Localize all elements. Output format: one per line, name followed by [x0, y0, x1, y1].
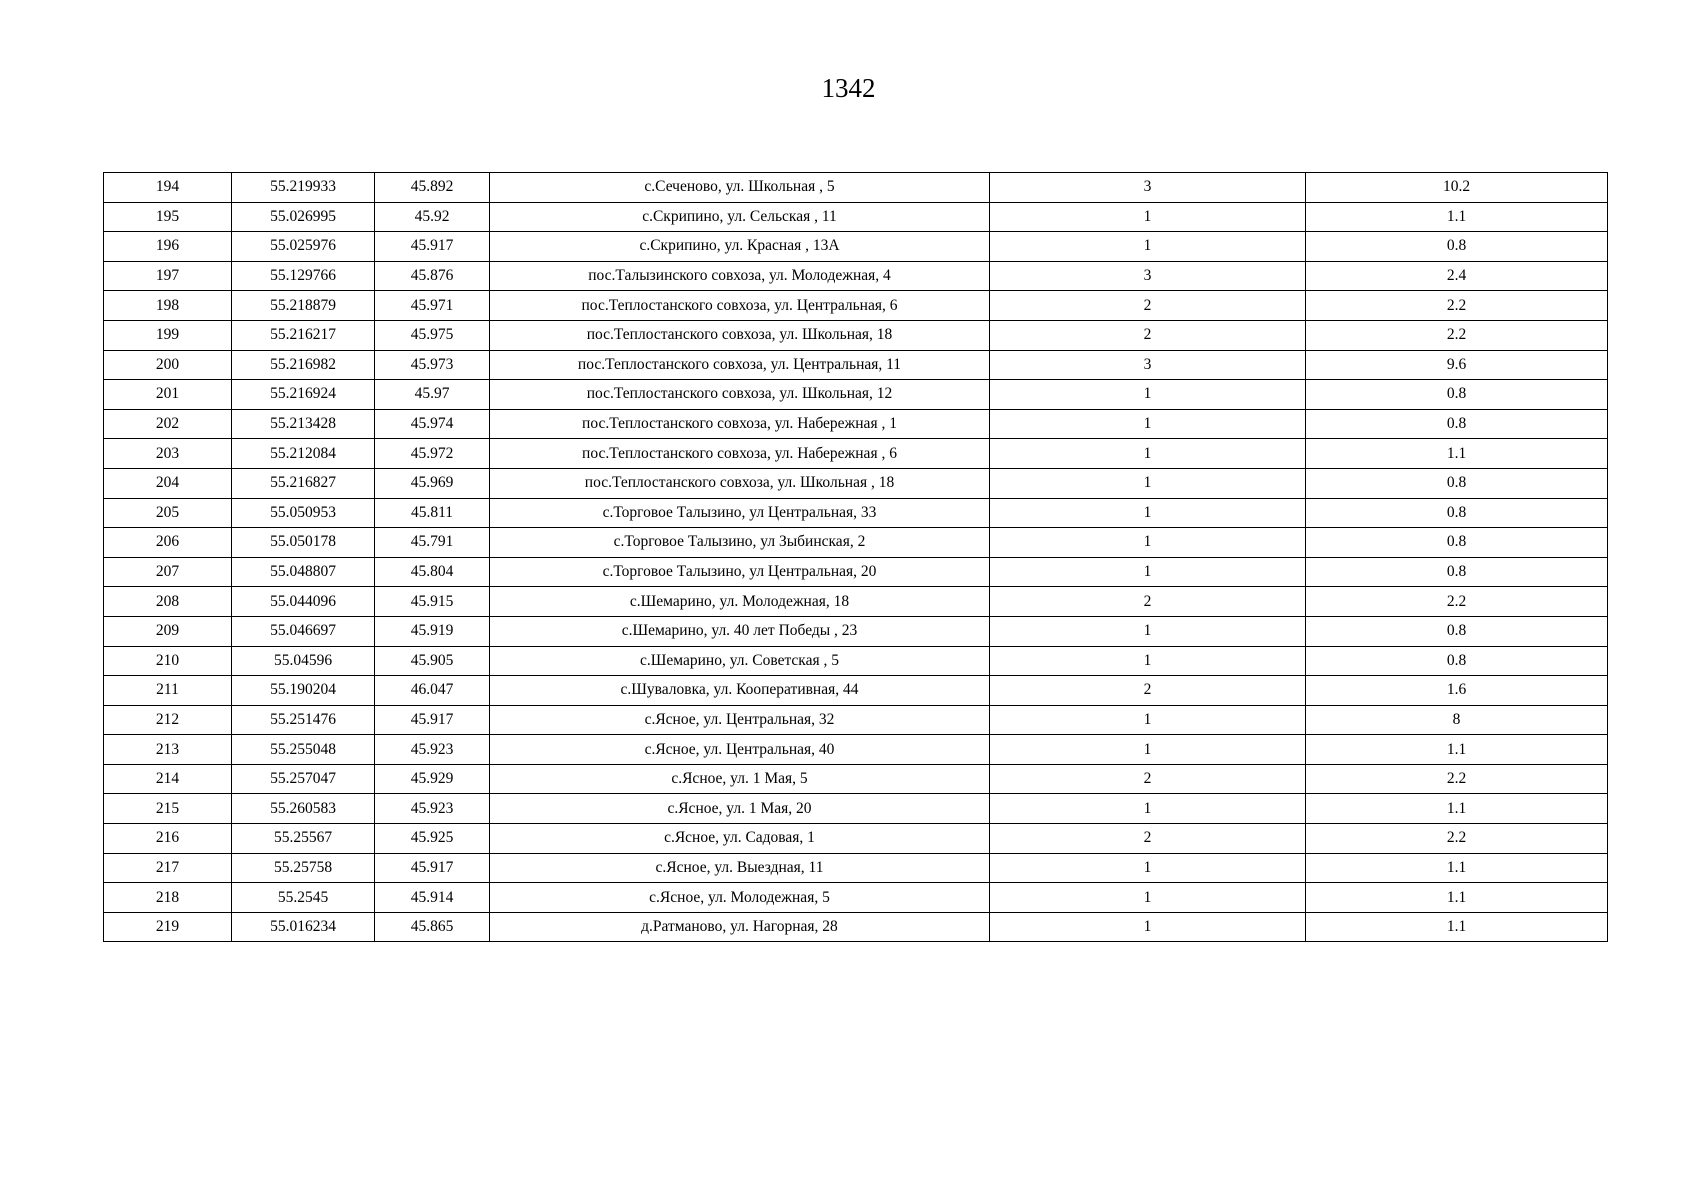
count-cell: 1 [990, 705, 1306, 735]
row-number-cell: 214 [104, 764, 232, 794]
longitude-cell: 45.914 [375, 883, 490, 913]
address-cell: с.Шемарино, ул. Советская , 5 [490, 646, 990, 676]
longitude-cell: 45.791 [375, 528, 490, 558]
count-cell: 2 [990, 764, 1306, 794]
row-number-cell: 217 [104, 853, 232, 883]
latitude-cell: 55.255048 [232, 735, 375, 765]
count-cell: 3 [990, 350, 1306, 380]
row-number-cell: 199 [104, 320, 232, 350]
table-row [104, 202, 1608, 232]
row-number-cell: 204 [104, 468, 232, 498]
address-cell: пос.Теплостанского совхоза, ул. Школьная , 18 [490, 468, 990, 498]
table-row [104, 409, 1608, 439]
longitude-cell: 45.892 [375, 173, 490, 203]
value-cell: 1.1 [1306, 853, 1608, 883]
count-cell: 2 [990, 291, 1306, 321]
address-cell: с.Ясное, ул. Центральная, 32 [490, 705, 990, 735]
longitude-cell: 45.92 [375, 202, 490, 232]
latitude-cell: 55.213428 [232, 409, 375, 439]
row-number-cell: 215 [104, 794, 232, 824]
address-cell: с.Скрипино, ул. Сельская , 11 [490, 202, 990, 232]
address-cell: пос.Теплостанского совхоза, ул. Набережная , 6 [490, 439, 990, 469]
latitude-cell: 55.044096 [232, 587, 375, 617]
value-cell: 0.8 [1306, 468, 1608, 498]
row-number-cell: 194 [104, 173, 232, 203]
count-cell: 1 [990, 498, 1306, 528]
table-row [104, 498, 1608, 528]
address-cell: пос.Теплостанского совхоза, ул. Набережная , 1 [490, 409, 990, 439]
address-cell: с.Ясное, ул. Молодежная, 5 [490, 883, 990, 913]
value-cell: 0.8 [1306, 380, 1608, 410]
page-number: 1342 [821, 73, 876, 103]
latitude-cell: 55.129766 [232, 261, 375, 291]
table-row [104, 676, 1608, 706]
longitude-cell: 45.811 [375, 498, 490, 528]
longitude-cell: 45.917 [375, 232, 490, 262]
row-number-cell: 202 [104, 409, 232, 439]
count-cell: 1 [990, 912, 1306, 942]
table-row [104, 646, 1608, 676]
count-cell: 1 [990, 439, 1306, 469]
latitude-cell: 55.04596 [232, 646, 375, 676]
value-cell: 0.8 [1306, 409, 1608, 439]
table-row [104, 557, 1608, 587]
table-row [104, 794, 1608, 824]
latitude-cell: 55.216217 [232, 320, 375, 350]
address-cell: с.Сеченово, ул. Школьная , 5 [490, 173, 990, 203]
longitude-cell: 45.973 [375, 350, 490, 380]
row-number-cell: 198 [104, 291, 232, 321]
table-row [104, 735, 1608, 765]
address-cell: с.Ясное, ул. Центральная, 40 [490, 735, 990, 765]
table-row [104, 824, 1608, 854]
latitude-cell: 55.048807 [232, 557, 375, 587]
latitude-cell: 55.25758 [232, 853, 375, 883]
table-row [104, 291, 1608, 321]
latitude-cell: 55.025976 [232, 232, 375, 262]
count-cell: 1 [990, 232, 1306, 262]
latitude-cell: 55.219933 [232, 173, 375, 203]
table-row [104, 853, 1608, 883]
latitude-cell: 55.25567 [232, 824, 375, 854]
value-cell: 2.2 [1306, 824, 1608, 854]
count-cell: 1 [990, 794, 1306, 824]
count-cell: 1 [990, 528, 1306, 558]
count-cell: 1 [990, 616, 1306, 646]
count-cell: 3 [990, 173, 1306, 203]
latitude-cell: 55.016234 [232, 912, 375, 942]
value-cell: 0.8 [1306, 557, 1608, 587]
value-cell: 2.2 [1306, 587, 1608, 617]
latitude-cell: 55.2545 [232, 883, 375, 913]
value-cell: 0.8 [1306, 232, 1608, 262]
address-cell: с.Торговое Талызино, ул Центральная, 20 [490, 557, 990, 587]
longitude-cell: 45.929 [375, 764, 490, 794]
longitude-cell: 45.917 [375, 705, 490, 735]
longitude-cell: 45.923 [375, 735, 490, 765]
address-cell: пос.Теплостанского совхоза, ул. Школьная, 18 [490, 320, 990, 350]
table-row [104, 764, 1608, 794]
latitude-cell: 55.216924 [232, 380, 375, 410]
value-cell: 2.2 [1306, 764, 1608, 794]
address-cell: д.Ратманово, ул. Нагорная, 28 [490, 912, 990, 942]
address-cell: с.Ясное, ул. Садовая, 1 [490, 824, 990, 854]
row-number-cell: 197 [104, 261, 232, 291]
longitude-cell: 46.047 [375, 676, 490, 706]
value-cell: 9.6 [1306, 350, 1608, 380]
value-cell: 2.2 [1306, 291, 1608, 321]
count-cell: 2 [990, 676, 1306, 706]
value-cell: 2.4 [1306, 261, 1608, 291]
count-cell: 3 [990, 261, 1306, 291]
row-number-cell: 211 [104, 676, 232, 706]
latitude-cell: 55.026995 [232, 202, 375, 232]
longitude-cell: 45.923 [375, 794, 490, 824]
row-number-cell: 212 [104, 705, 232, 735]
address-cell: пос.Теплостанского совхоза, ул. Школьная, 12 [490, 380, 990, 410]
value-cell: 1.1 [1306, 439, 1608, 469]
row-number-cell: 213 [104, 735, 232, 765]
table-row [104, 439, 1608, 469]
count-cell: 1 [990, 202, 1306, 232]
latitude-cell: 55.260583 [232, 794, 375, 824]
data-table [103, 172, 1608, 942]
row-number-cell: 195 [104, 202, 232, 232]
row-number-cell: 206 [104, 528, 232, 558]
table-row [104, 912, 1608, 942]
value-cell: 1.1 [1306, 794, 1608, 824]
count-cell: 1 [990, 409, 1306, 439]
table-row [104, 261, 1608, 291]
value-cell: 0.8 [1306, 646, 1608, 676]
latitude-cell: 55.190204 [232, 676, 375, 706]
table-row [104, 528, 1608, 558]
row-number-cell: 210 [104, 646, 232, 676]
row-number-cell: 219 [104, 912, 232, 942]
address-cell: с.Торговое Талызино, ул Центральная, 33 [490, 498, 990, 528]
address-cell: пос.Талызинского совхоза, ул. Молодежная, 4 [490, 261, 990, 291]
count-cell: 1 [990, 735, 1306, 765]
longitude-cell: 45.865 [375, 912, 490, 942]
value-cell: 1.1 [1306, 202, 1608, 232]
table-row [104, 320, 1608, 350]
value-cell: 8 [1306, 705, 1608, 735]
count-cell: 1 [990, 883, 1306, 913]
value-cell: 1.1 [1306, 912, 1608, 942]
table-row [104, 587, 1608, 617]
address-cell: с.Шемарино, ул. Молодежная, 18 [490, 587, 990, 617]
longitude-cell: 45.804 [375, 557, 490, 587]
row-number-cell: 200 [104, 350, 232, 380]
longitude-cell: 45.925 [375, 824, 490, 854]
table-row [104, 616, 1608, 646]
address-cell: пос.Теплостанского совхоза, ул. Центральная, 6 [490, 291, 990, 321]
longitude-cell: 45.915 [375, 587, 490, 617]
table-row [104, 173, 1608, 203]
value-cell: 0.8 [1306, 616, 1608, 646]
address-cell: с.Шемарино, ул. 40 лет Победы , 23 [490, 616, 990, 646]
longitude-cell: 45.969 [375, 468, 490, 498]
value-cell: 1.6 [1306, 676, 1608, 706]
address-cell: пос.Теплостанского совхоза, ул. Центральная, 11 [490, 350, 990, 380]
longitude-cell: 45.974 [375, 409, 490, 439]
row-number-cell: 218 [104, 883, 232, 913]
count-cell: 2 [990, 587, 1306, 617]
latitude-cell: 55.050178 [232, 528, 375, 558]
count-cell: 1 [990, 380, 1306, 410]
table-body [104, 173, 1608, 942]
row-number-cell: 203 [104, 439, 232, 469]
longitude-cell: 45.876 [375, 261, 490, 291]
address-cell: с.Ясное, ул. 1 Мая, 5 [490, 764, 990, 794]
table-row [104, 468, 1608, 498]
row-number-cell: 205 [104, 498, 232, 528]
longitude-cell: 45.971 [375, 291, 490, 321]
latitude-cell: 55.218879 [232, 291, 375, 321]
address-cell: с.Скрипино, ул. Красная , 13А [490, 232, 990, 262]
value-cell: 1.1 [1306, 735, 1608, 765]
value-cell: 0.8 [1306, 498, 1608, 528]
longitude-cell: 45.972 [375, 439, 490, 469]
value-cell: 0.8 [1306, 528, 1608, 558]
table-row [104, 883, 1608, 913]
table-row [104, 705, 1608, 735]
latitude-cell: 55.216827 [232, 468, 375, 498]
row-number-cell: 201 [104, 380, 232, 410]
table-row [104, 232, 1608, 262]
address-cell: с.Ясное, ул. 1 Мая, 20 [490, 794, 990, 824]
longitude-cell: 45.919 [375, 616, 490, 646]
value-cell: 1.1 [1306, 883, 1608, 913]
longitude-cell: 45.917 [375, 853, 490, 883]
longitude-cell: 45.975 [375, 320, 490, 350]
count-cell: 2 [990, 824, 1306, 854]
row-number-cell: 207 [104, 557, 232, 587]
latitude-cell: 55.216982 [232, 350, 375, 380]
count-cell: 1 [990, 646, 1306, 676]
address-cell: с.Шуваловка, ул. Кооперативная, 44 [490, 676, 990, 706]
value-cell: 2.2 [1306, 320, 1608, 350]
latitude-cell: 55.251476 [232, 705, 375, 735]
latitude-cell: 55.212084 [232, 439, 375, 469]
row-number-cell: 209 [104, 616, 232, 646]
count-cell: 1 [990, 468, 1306, 498]
latitude-cell: 55.046697 [232, 616, 375, 646]
row-number-cell: 216 [104, 824, 232, 854]
address-cell: с.Торговое Талызино, ул Зыбинская, 2 [490, 528, 990, 558]
latitude-cell: 55.257047 [232, 764, 375, 794]
count-cell: 2 [990, 320, 1306, 350]
table-row [104, 380, 1608, 410]
row-number-cell: 208 [104, 587, 232, 617]
count-cell: 1 [990, 853, 1306, 883]
table-row [104, 350, 1608, 380]
longitude-cell: 45.905 [375, 646, 490, 676]
longitude-cell: 45.97 [375, 380, 490, 410]
row-number-cell: 196 [104, 232, 232, 262]
address-cell: с.Ясное, ул. Выездная, 11 [490, 853, 990, 883]
value-cell: 10.2 [1306, 173, 1608, 203]
latitude-cell: 55.050953 [232, 498, 375, 528]
count-cell: 1 [990, 557, 1306, 587]
